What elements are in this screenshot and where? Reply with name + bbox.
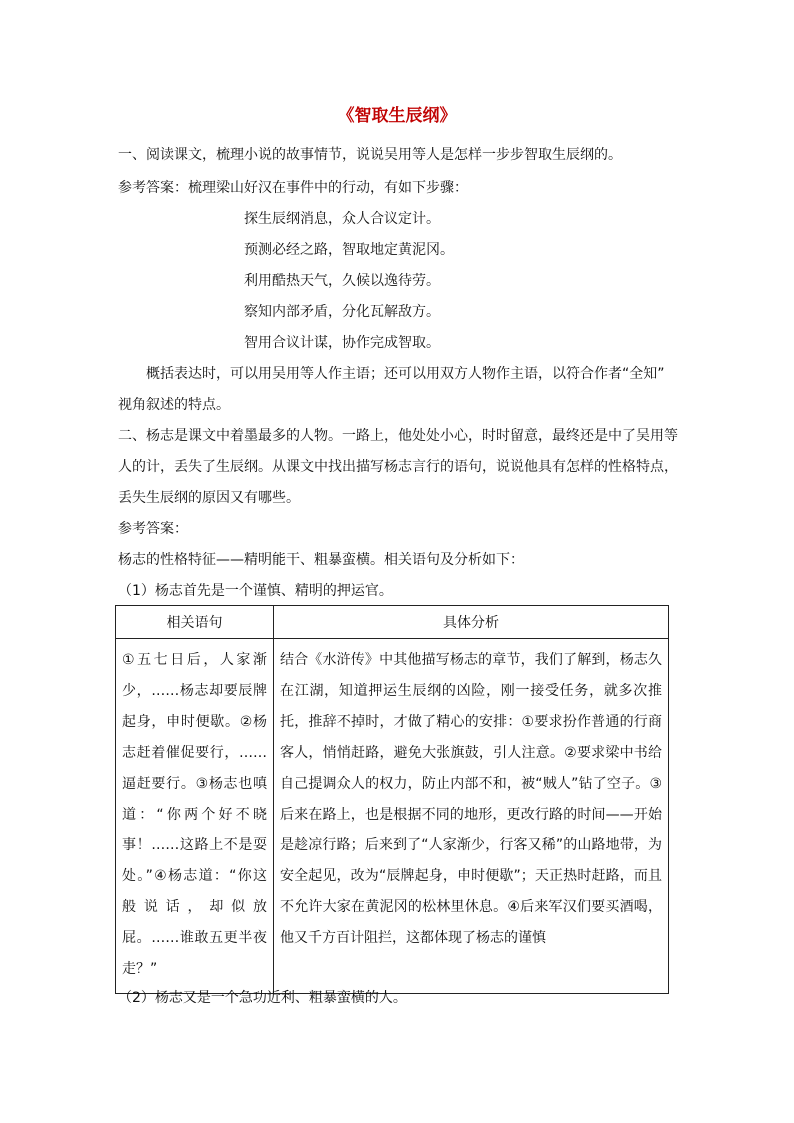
step-1: 探生辰纲消息，众人合议定计。 [244, 211, 440, 227]
step-3: 利用酷热天气，久候以逸待劳。 [244, 273, 440, 289]
step-5: 智用合议计谋，协作完成智取。 [244, 335, 440, 351]
question-2-line-2: 人的计，丢失了生辰纲。从课文中找出描写杨志言行的语句，说说他具有怎样的性格特点， [118, 459, 678, 475]
question-2-line-1: 二、杨志是课文中着墨最多的人物。一路上，他处处小心，时时留意，最终还是中了吴用等 [118, 428, 678, 444]
traits-line: 杨志的性格特征——精明能干、粗暴蛮横。相关语句及分析如下： [118, 552, 524, 568]
table-row [116, 639, 669, 994]
summary-line-1: 概括表达时，可以用吴用等人作主语；还可以用双方人物作主语，以符合作者“全知” [146, 366, 665, 382]
point-1: （1）杨志首先是一个谨慎、精明的押运官。 [118, 583, 393, 599]
question-1: 一、阅读课文，梳理小说的故事情节，说说吴用等人是怎样一步步智取生辰纲的。 [118, 147, 622, 163]
point-2: （2）杨志又是一个急功近利、粗暴蛮横的人。 [118, 990, 407, 1006]
header-analysis: 具体分析 [274, 606, 669, 639]
summary-line-2: 视角叙述的特点。 [118, 397, 230, 413]
answer-1-intro: 参考答案：梳理梁山好汉在事件中的行动，有如下步骤： [118, 180, 468, 196]
answer-2-label: 参考答案： [118, 521, 188, 537]
step-4: 察知内部矛盾，分化瓦解敌方。 [244, 304, 440, 320]
analysis-cell: 结合《水浒传》中其他描写杨志的章节，我们了解到，杨志久在江湖，知道押运生辰纲的凶险，刚一接受任务，就多次推托，推辞不掉时，才做了精心的安排：①要求扮作普通的行商客人，悄悄赶路，避免大张旗鼓，引人注意。②要求梁中书给自己提调众人的权力，防止内部不和，被“贼人”钻了空子。③后来在路上，也是根据不同的地形，更改行路的时间——开始是趁凉行路；后来到了“人家渐少，行客又稀”的山路地带，为安全起见，改为“辰牌起身，申时便歇”；天正热时赶路，而且不允许大家在黄泥冈的松林里休息。④后来军汉们要买酒喝，他又千方百计阻拦，这都体现了杨志的谨慎 [274, 639, 669, 994]
analysis-table [115, 605, 669, 994]
header-related-sentences: 相关语句 [116, 606, 274, 639]
question-2-line-3: 丢失生辰纲的原因又有哪些。 [118, 490, 300, 506]
step-2: 预测必经之路，智取地定黄泥冈。 [244, 242, 454, 258]
quotes-cell: ①五七日后，人家渐少，……杨志却要辰牌起身，申时便歇。②杨志赶着催促要行，……逼赶要行。③杨志也嗔道：“你两个好不晓事！……这路上不是耍处。”④杨志道：“你这般说话，却似放屁。……谁敢五更半夜走？” [116, 639, 274, 994]
document-title: 《智取生辰纲》 [337, 106, 457, 126]
table-header-row [116, 606, 669, 639]
